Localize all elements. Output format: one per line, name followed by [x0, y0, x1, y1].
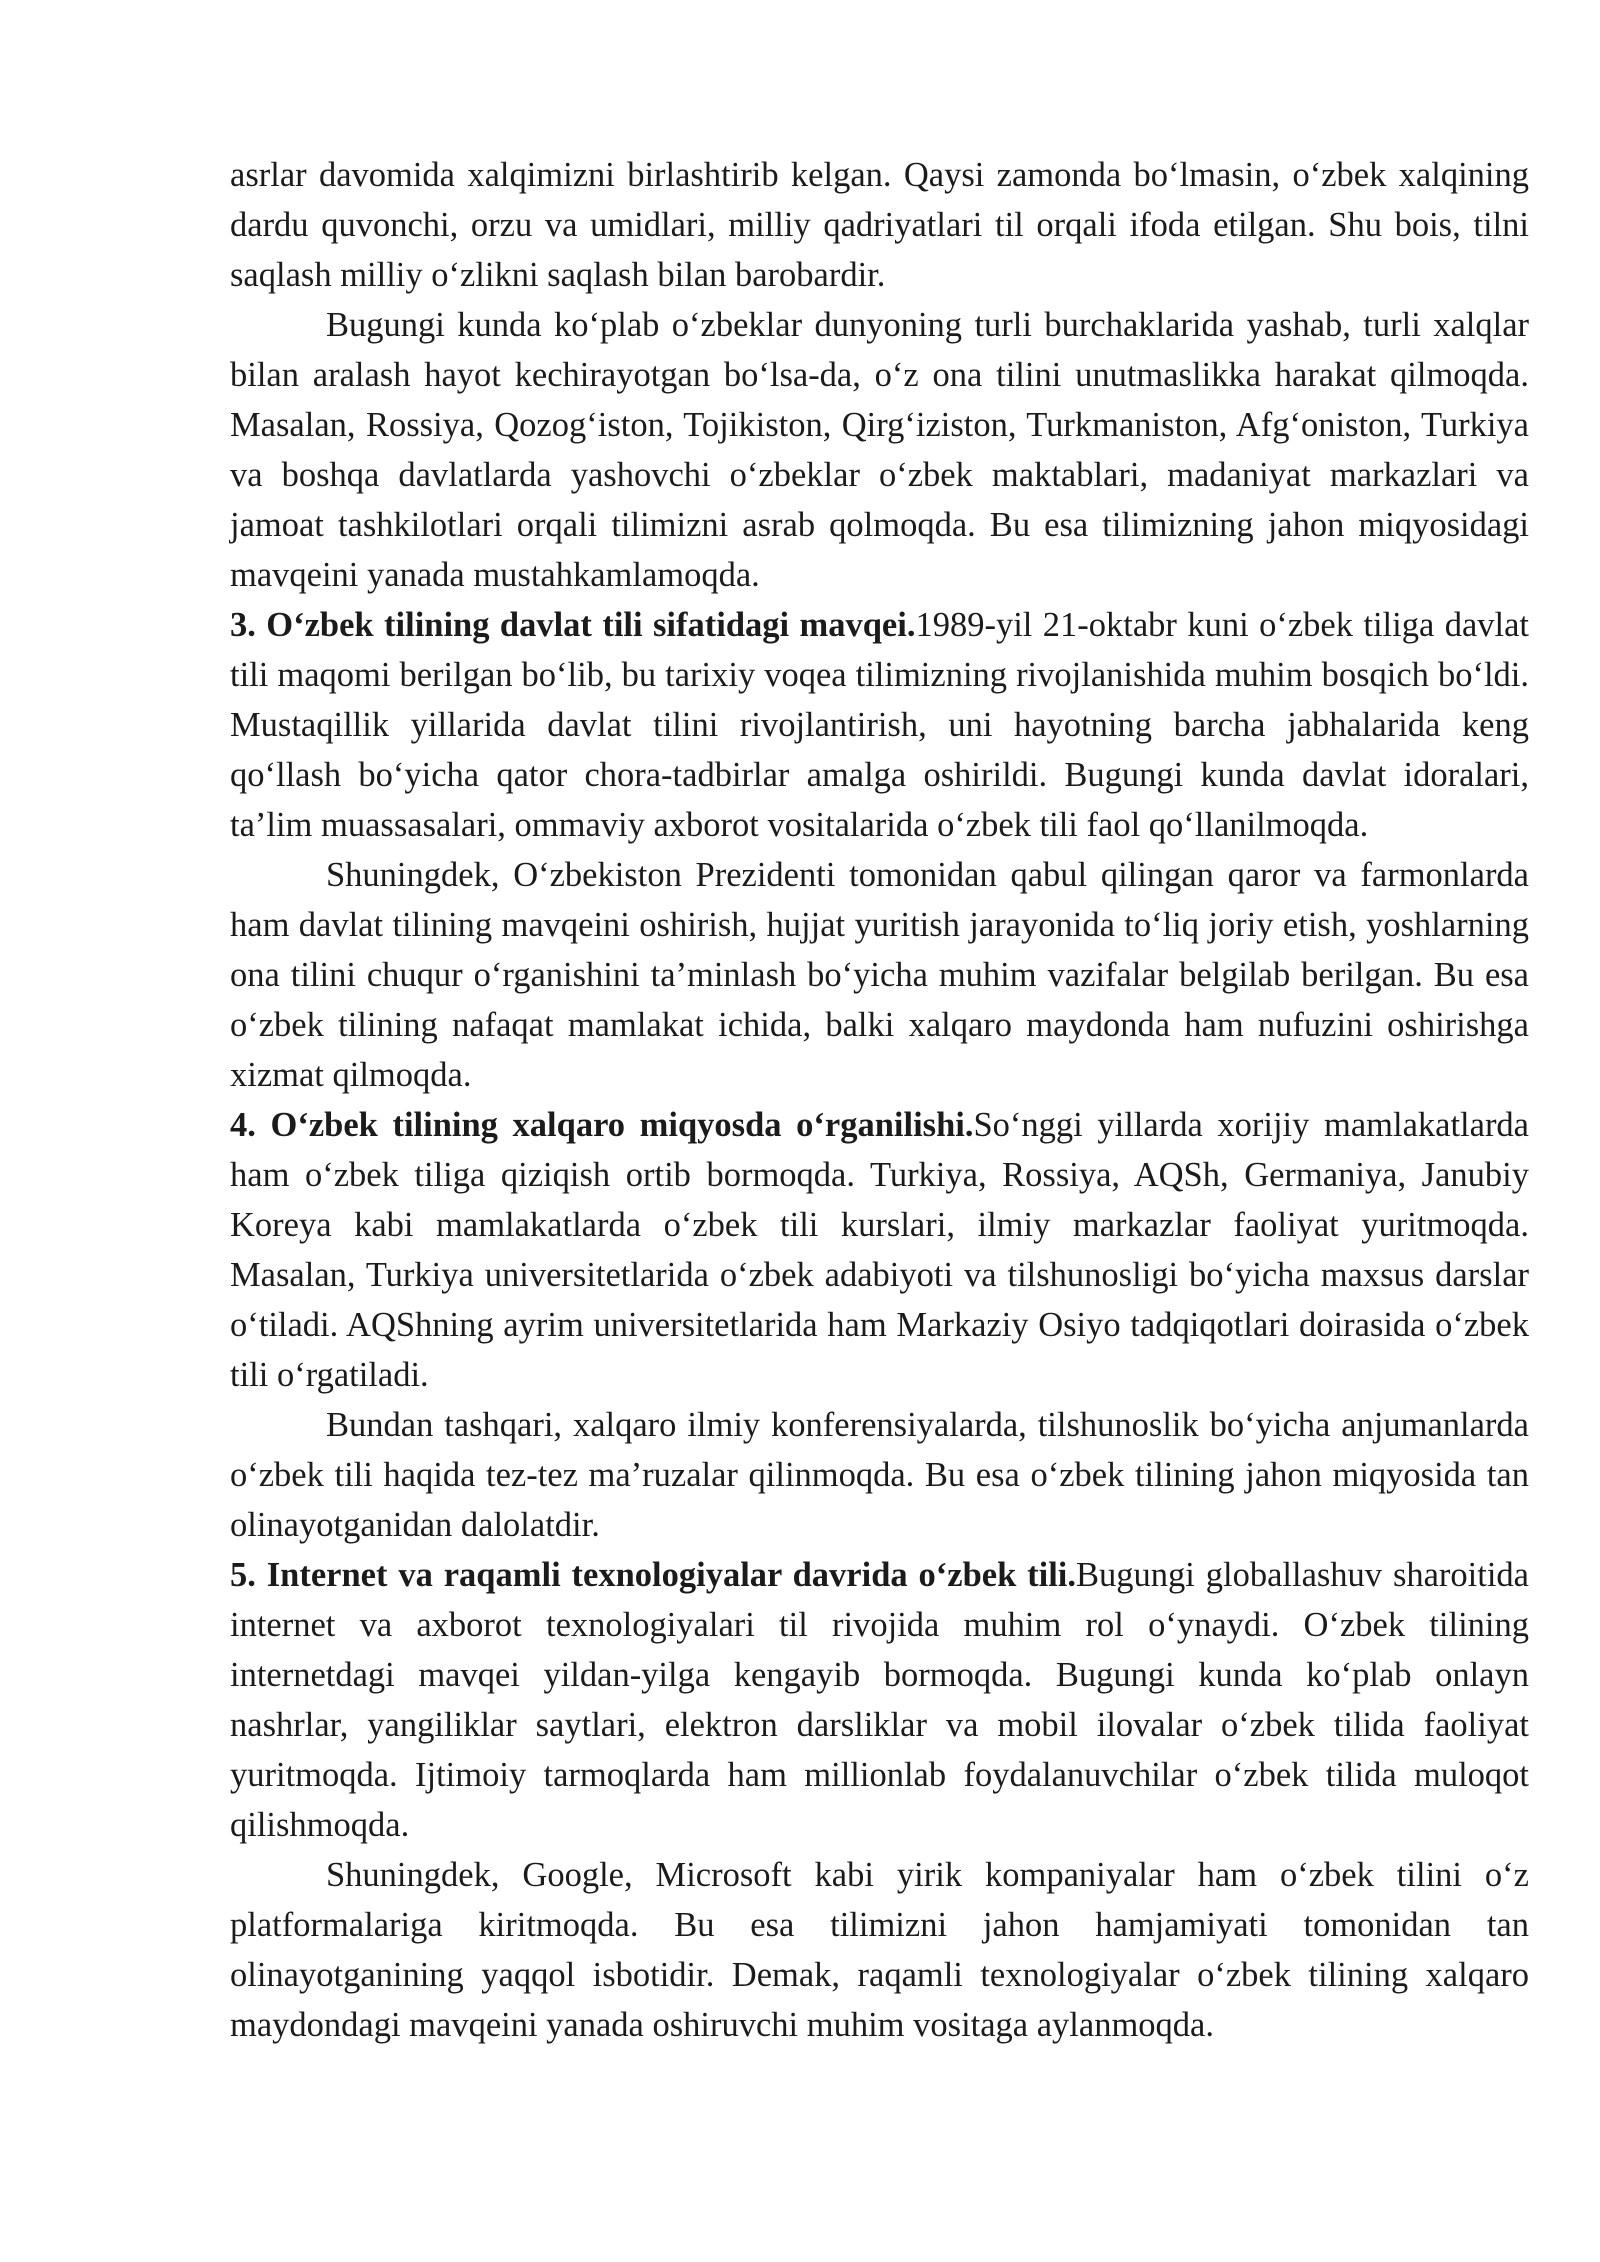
paragraph-president — [230, 850, 1529, 1100]
section-4-paragraph — [230, 1100, 1529, 1400]
paragraph-diaspora — [230, 300, 1529, 600]
paragraph-conferences — [230, 1400, 1529, 1550]
paragraph-text: Bundan tashqari, xalqaro ilmiy konferensiyalarda, tilshunoslik boʻyicha anjumanlarda oʻzbek tili haqida tez-tez ma’ruzalar qilinmoqda. Bu esa oʻzbek tilining jahon miqyosida tan olinayotganidan dalolatdir. — [230, 1406, 1529, 1544]
paragraph-text: asrlar davomida xalqimizni birlashtirib kelgan. Qaysi zamonda boʻlmasin, oʻzbek xalqining dardu quvonchi, orzu va umidlari, milliy qadriyatlari til orqali ifoda etilgan. Shu bois, tilni saqlash milliy oʻzlikni saqlash bilan barobardir. — [230, 156, 1529, 294]
document-page — [230, 150, 1529, 2050]
section-5-heading: 5. Internet va raqamli texnologiyalar davrida oʻzbek tili. — [230, 1556, 1077, 1594]
section-3-heading: 3. Oʻzbek tilining davlat tili sifatidagi mavqei. — [230, 606, 916, 644]
section-5-paragraph — [230, 1550, 1529, 1850]
paragraph-companies — [230, 1850, 1529, 2050]
paragraph-text: Soʻnggi yillarda xorijiy mamlakatlarda ham oʻzbek tiliga qiziqish ortib bormoqda. Turkiya, Rossiya, AQSh, Germaniya, Janubiy Koreya kabi mamlakatlarda oʻzbek tili kurslari, ilmiy markazlar faoliyat yuritmoqda. Masalan, Turkiya universitetlarida oʻzbek adabiyoti va tilshunosligi boʻyicha maxsus darslar oʻtiladi. AQShning ayrim universitetlarida ham Markaziy Osiyo tadqiqotlari doirasida oʻzbek tili oʻrgatiladi. — [230, 1106, 1529, 1394]
paragraph-intro-continuation — [230, 150, 1529, 300]
paragraph-text: Shuningdek, Oʻzbekiston Prezidenti tomonidan qabul qilingan qaror va farmonlarda ham davlat tilining mavqeini oshirish, hujjat yuritish jarayonida toʻliq joriy etish, yoshlarning ona tilini chuqur oʻrganishini ta’minlash boʻyicha muhim vazifalar belgilab berilgan. Bu esa oʻzbek tilining nafaqat mamlakat ichida, balki xalqaro maydonda ham nufuzini oshirishga xizmat qilmoqda. — [230, 856, 1529, 1094]
paragraph-text: Shuningdek, Google, Microsoft kabi yirik kompaniyalar ham oʻzbek tilini oʻz platformalariga kiritmoqda. Bu esa tilimizni jahon hamjamiyati tomonidan tan olinayotganining yaqqol isbotidir. Demak, raqamli texnologiyalar oʻzbek tilining xalqaro maydondagi mavqeini yanada oshiruvchi muhim vositaga aylanmoqda. — [230, 1856, 1529, 2044]
paragraph-text: Bugungi kunda koʻplab oʻzbeklar dunyoning turli burchaklarida yashab, turli xalqlar bilan aralash hayot kechirayotgan boʻlsa-da, oʻz ona tilini unutmaslikka harakat qilmoqda. Masalan, Rossiya, Qozogʻiston, Tojikiston, Qirgʻiziston, Turkmaniston, Afgʻoniston, Turkiya va boshqa davlatlarda yashovchi oʻzbeklar oʻzbek maktablari, madaniyat markazlari va jamoat tashkilotlari orqali tilimizni asrab qolmoqda. Bu esa tilimizning jahon miqyosidagi mavqeini yanada mustahkamlamoqda. — [230, 306, 1529, 594]
section-3-paragraph — [230, 600, 1529, 850]
paragraph-text: Bugungi globallashuv sharoitida internet va axborot texnologiyalari til rivojida muhim rol oʻynaydi. Oʻzbek tilining internetdagi mavqei yildan-yilga kengayib bormoqda. Bugungi kunda koʻplab onlayn nashrlar, yangiliklar saytlari, elektron darsliklar va mobil ilovalar oʻzbek tilida faoliyat yuritmoqda. Ijtimoiy tarmoqlarda ham millionlab foydalanuvchilar oʻzbek tilida muloqot qilishmoqda. — [230, 1556, 1529, 1844]
paragraph-text: 1989-yil 21-oktabr kuni oʻzbek tiliga davlat tili maqomi berilgan boʻlib, bu tarixiy voqea tilimizning rivojlanishida muhim bosqich boʻldi. Mustaqillik yillarida davlat tilini rivojlantirish, uni hayotning barcha jabhalarida keng qoʻllash boʻyicha qator chora-tadbirlar amalga oshirildi. Bugungi kunda davlat idoralari, ta’lim muassasalari, ommaviy axborot vositalarida oʻzbek tili faol qoʻllanilmoqda. — [230, 606, 1529, 844]
section-4-heading: 4. Oʻzbek tilining xalqaro miqyosda oʻrganilishi. — [230, 1106, 974, 1144]
